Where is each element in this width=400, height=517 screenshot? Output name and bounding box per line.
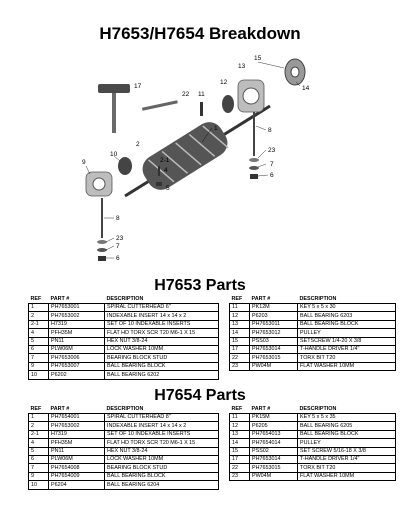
cell-part-number: H7319 — [49, 430, 105, 438]
table-row — [29, 422, 396, 430]
callout-10: 10 — [110, 151, 118, 158]
cell-ref: 12 — [230, 312, 250, 320]
cell-description: BALL BEARING BLOCK — [298, 320, 396, 328]
table-row — [29, 345, 396, 353]
washer-left — [97, 240, 107, 244]
callout-17: 17 — [134, 83, 142, 90]
table-header-row — [29, 405, 396, 414]
header-part: PART # — [251, 295, 271, 302]
cell-ref: 23 — [230, 472, 250, 480]
cell-part-number: PK12M — [250, 304, 298, 312]
pulley-part — [285, 59, 305, 85]
cell-part-number: PFH35M — [49, 439, 105, 447]
cell-description — [298, 481, 396, 489]
header-part: PART # — [50, 295, 70, 302]
cell-ref: 14 — [230, 439, 250, 447]
cell-description: SET SCREW 5/16-18 X 3/8 — [298, 447, 396, 455]
cell-ref: 13 — [230, 430, 250, 438]
page-title: H7653/H7654 Breakdown — [99, 24, 301, 43]
cell-ref — [230, 371, 250, 379]
cell-part-number: PH7653015 — [250, 354, 298, 362]
cell-description: LOCK WASHER 10MM — [105, 455, 219, 463]
h7653-parts-title: H7653 Parts — [154, 277, 246, 294]
table-row — [29, 312, 396, 320]
cell-part-number: PH7653007 — [49, 362, 105, 370]
callout-7-left: 7 — [116, 243, 120, 250]
cell-description: PULLEY — [298, 329, 396, 337]
cell-description: HEX NUT 3/8-24 — [105, 337, 219, 345]
cell-part-number — [250, 371, 298, 379]
cell-ref: 10 — [29, 481, 49, 489]
cell-ref: 14 — [230, 329, 250, 337]
exploded-parts-diagram — [70, 46, 330, 274]
cell-ref: 5 — [29, 337, 49, 345]
cell-part-number: PH7653014 — [250, 455, 298, 463]
cell-description: FLAT WASHER 10MM — [298, 362, 396, 370]
cell-part-number: PW04M — [250, 362, 298, 370]
cell-ref: 2-1 — [29, 430, 49, 438]
table-header-row — [29, 295, 396, 304]
cell-ref: 4 — [29, 439, 49, 447]
table-row — [29, 362, 396, 370]
callout-4: 4 — [164, 167, 168, 174]
cell-part-number: PFH35M — [49, 329, 105, 337]
cell-description: FLAT HD TORX SCR T20 M6-1 X 15 — [105, 439, 219, 447]
h7654-parts-title: H7654 Parts — [154, 387, 246, 404]
cell-ref: 15 — [230, 337, 250, 345]
cell-description: SET OF 10 INDEXABLE INSERTS — [105, 430, 219, 438]
cell-part-number: PLW06M — [49, 345, 105, 353]
cell-description: INDEXABLE INSERT 14 x 14 x 2 — [105, 312, 219, 320]
table-row — [29, 304, 396, 312]
table-row — [29, 354, 396, 362]
cell-ref — [230, 481, 250, 489]
cell-description: BALL BEARING BLOCK — [105, 472, 219, 480]
cell-description: LOCK WASHER 10MM — [105, 345, 219, 353]
cell-ref: 11 — [230, 414, 250, 422]
cell-part-number: PH7653015 — [250, 464, 298, 472]
callout-2: 2 — [136, 141, 140, 148]
header-part: PART # — [251, 405, 271, 412]
cell-ref: 2 — [29, 422, 49, 430]
cell-description: SPIRAL CUTTERHEAD 6" — [105, 304, 219, 312]
cell-ref: 17 — [230, 455, 250, 463]
cell-ref: 1 — [29, 414, 49, 422]
cell-part-number: PSS02 — [250, 447, 298, 455]
cell-part-number: P6202 — [49, 371, 105, 379]
cell-description — [298, 371, 396, 379]
callout-6: 6 — [270, 172, 274, 179]
table-row — [29, 439, 396, 447]
header-description: DESCRIPTION — [106, 295, 144, 302]
h7653-parts-table — [28, 295, 396, 380]
lock-washer-right — [249, 166, 259, 170]
cell-description: BALL BEARING BLOCK — [105, 362, 219, 370]
cell-ref: 22 — [230, 354, 250, 362]
cell-part-number: PH7654001 — [49, 414, 105, 422]
cell-description: FLAT HD TORX SCR T20 M6-1 X 15 — [105, 329, 219, 337]
cell-ref: 6 — [29, 455, 49, 463]
cell-description: TORX BIT T20 — [298, 464, 396, 472]
bearing-block-right — [238, 80, 264, 112]
cell-part-number: P6205 — [250, 422, 298, 430]
callout-7: 7 — [270, 161, 274, 168]
cell-part-number: PH7653001 — [49, 304, 105, 312]
cell-description: T-HANDLE DRIVER 1/4" — [298, 345, 396, 353]
cell-description: BALL BEARING 6205 — [298, 422, 396, 430]
cell-ref: 11 — [230, 304, 250, 312]
cell-description: SPIRAL CUTTERHEAD 8" — [105, 414, 219, 422]
cell-description: INDEXABLE INSERT 14 x 14 x 2 — [105, 422, 219, 430]
header-ref: REF — [30, 295, 42, 302]
callout-5: 5 — [166, 185, 170, 192]
table-row — [29, 430, 396, 438]
callout-12: 12 — [220, 79, 228, 86]
cell-description: BEARING BLOCK STUD — [105, 354, 219, 362]
table-row — [29, 472, 396, 480]
spiral-cutterhead — [137, 117, 232, 195]
cell-part-number: PN11 — [49, 337, 105, 345]
key-part — [200, 102, 203, 116]
cell-ref: 5 — [29, 447, 49, 455]
header-description: DESCRIPTION — [299, 295, 337, 302]
callout-15: 15 — [254, 55, 262, 62]
hex-nut-small — [156, 182, 162, 186]
cell-ref: 1 — [29, 304, 49, 312]
cell-ref: 12 — [230, 422, 250, 430]
cell-description: SETSCREW 1/4-20 X 3/8 — [298, 337, 396, 345]
cell-description: BALL BEARING 6203 — [298, 312, 396, 320]
bearing-block-left — [86, 172, 112, 196]
t-handle-driver — [98, 84, 130, 133]
callout-22: 22 — [182, 91, 190, 98]
h7654-parts-table — [28, 405, 396, 490]
cell-ref: 17 — [230, 345, 250, 353]
table-row — [29, 320, 396, 328]
cell-ref: 2 — [29, 312, 49, 320]
cell-ref: 7 — [29, 464, 49, 472]
cell-description: BALL BEARING BLOCK — [298, 430, 396, 438]
table-row — [29, 371, 396, 379]
hex-nut-left — [98, 256, 106, 261]
cell-ref: 9 — [29, 362, 49, 370]
flat-head-screw — [158, 166, 160, 176]
cell-ref: 6 — [29, 345, 49, 353]
cell-part-number: PH7653014 — [250, 345, 298, 353]
callout-11: 11 — [198, 91, 205, 98]
cell-part-number: PH7654013 — [250, 430, 298, 438]
header-ref: REF — [231, 295, 243, 302]
cell-part-number: PLW06M — [49, 455, 105, 463]
table-row — [29, 455, 396, 463]
cell-description: TORX BIT T20 — [298, 354, 396, 362]
cell-description: BALL BEARING 6202 — [105, 371, 219, 379]
header-ref: REF — [30, 405, 42, 412]
cell-part-number: PSS03 — [250, 337, 298, 345]
callout-8: 8 — [268, 127, 272, 134]
cell-ref: 4 — [29, 329, 49, 337]
cell-part-number: PH7653006 — [49, 354, 105, 362]
callout-14: 14 — [302, 85, 310, 92]
table-row — [29, 464, 396, 472]
cell-part-number: PH7653011 — [250, 320, 298, 328]
cell-ref: 15 — [230, 447, 250, 455]
washer-right — [249, 158, 259, 162]
cell-part-number: PK15M — [250, 414, 298, 422]
cell-part-number: H7319 — [49, 320, 105, 328]
cell-part-number: PH7654009 — [49, 472, 105, 480]
callout-2-1: 2-1 — [160, 157, 170, 164]
callout-9: 9 — [82, 159, 86, 166]
ball-bearing-right — [222, 95, 234, 113]
cell-ref: 9 — [29, 472, 49, 480]
cell-ref: 13 — [230, 320, 250, 328]
cell-description: T-HANDLE DRIVER 1/4" — [298, 455, 396, 463]
cell-part-number: PN11 — [49, 447, 105, 455]
cell-description: PULLEY — [298, 439, 396, 447]
cell-ref: 10 — [29, 371, 49, 379]
table-row — [29, 481, 396, 489]
cell-part-number: P6204 — [49, 481, 105, 489]
cell-part-number: PH7654008 — [49, 464, 105, 472]
cell-description: KEY 5 x 5 x 30 — [298, 304, 396, 312]
table-row — [29, 447, 396, 455]
callout-13: 13 — [238, 63, 246, 70]
cell-part-number — [250, 481, 298, 489]
callout-6-left: 6 — [116, 255, 120, 262]
lock-washer-left — [97, 248, 107, 252]
cell-ref: 2-1 — [29, 320, 49, 328]
table-row — [29, 329, 396, 337]
cell-description: BEARING BLOCK STUD — [105, 464, 219, 472]
header-description: DESCRIPTION — [299, 405, 337, 412]
cell-description: FLAT WASHER 10MM — [298, 472, 396, 480]
cell-description: SET OF 10 INDEXABLE INSERTS — [105, 320, 219, 328]
cell-ref: 22 — [230, 464, 250, 472]
torx-bit — [142, 100, 178, 110]
cell-part-number: PH7653002 — [49, 312, 105, 320]
callout-23-left: 23 — [116, 235, 124, 242]
hex-nut-right — [250, 174, 258, 179]
cell-part-number: PH7654014 — [250, 439, 298, 447]
cell-description: HEX NUT 3/8-24 — [105, 447, 219, 455]
cell-description: KEY 5 x 5 x 35 — [298, 414, 396, 422]
cell-ref: 23 — [230, 362, 250, 370]
cell-part-number: PH7653002 — [49, 422, 105, 430]
cell-part-number: PH7653012 — [250, 329, 298, 337]
cell-description: BALL BEARING 6204 — [105, 481, 219, 489]
cell-part-number: PW04M — [250, 472, 298, 480]
header-part: PART # — [50, 405, 70, 412]
cell-ref: 7 — [29, 354, 49, 362]
header-description: DESCRIPTION — [106, 405, 144, 412]
table-row — [29, 337, 396, 345]
callout-23: 23 — [268, 147, 276, 154]
callout-1: 1 — [214, 125, 218, 132]
table-row — [29, 414, 396, 422]
header-ref: REF — [231, 405, 243, 412]
callout-8-left: 8 — [116, 215, 120, 222]
cell-part-number: P6203 — [250, 312, 298, 320]
ball-bearing-left — [118, 157, 132, 175]
